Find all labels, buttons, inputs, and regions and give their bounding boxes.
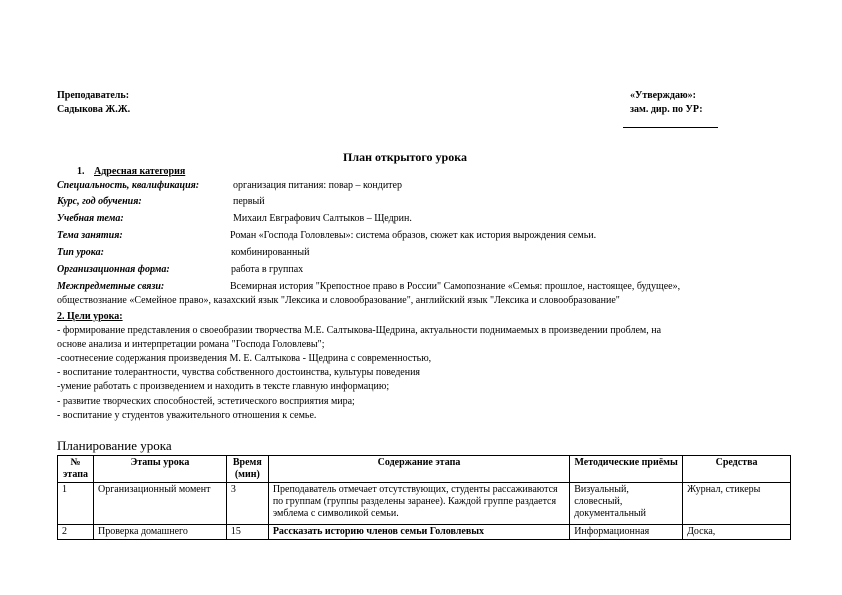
table-row [58, 483, 791, 525]
goal-line: - развитие творческих способностей, эстетического восприятия мира; [57, 396, 355, 407]
teacher-label: Преподаватель: [57, 90, 130, 101]
header-content: Содержание этапа [268, 456, 569, 483]
cell-content: Рассказать историю членов семьи Головлевых [268, 525, 569, 540]
goal-line: - формирование представления о своеобразии творчества М.Е. Салтыкова-Щедрина, актуальности поднимаемых в произведении проблем, на [57, 325, 662, 336]
cell-tools: Журнал, стикеры [683, 483, 791, 525]
header-stages: Этапы урока [93, 456, 226, 483]
approve-label: «Утверждаю»: [630, 90, 696, 101]
field-label-course: Курс, год обучения: [57, 196, 142, 207]
field-label-lesson-topic: Тема занятия: [57, 230, 123, 241]
field-value-specialty: организация питания: повар – кондитер [233, 180, 402, 191]
field-value-lesson-topic: Роман «Господа Головлевы»: система образов, сюжет как история вырождения семьи. [230, 230, 597, 241]
field-value-topic: Михаил Евграфович Салтыков – Щедрин. [233, 213, 412, 224]
cell-time: 15 [226, 525, 268, 540]
cell-time: 3 [226, 483, 268, 525]
cell-stage: Проверка домашнего [93, 525, 226, 540]
goal-line: -умение работать с произведением и находить в тексте главную информацию; [57, 381, 390, 392]
field-value-links-continued: обществознание «Семейное право», казахский язык "Лексика и словообразование", английский язык "Лексика и словообразование" [57, 295, 620, 306]
cell-stage-number: 1 [58, 483, 94, 525]
page-title: План открытого урока [343, 150, 467, 164]
planning-title: Планирование урока [57, 438, 172, 453]
cell-methods: Информационная [570, 525, 683, 540]
header-time: Время (мин) [226, 456, 268, 483]
goal-line: - воспитание толерантности, чувства собственного достоинства, культуры поведения [57, 367, 421, 378]
table-header-row [58, 456, 791, 483]
field-label-specialty: Специальность, квалификация: [57, 180, 200, 191]
header-methods: Методические приёмы [570, 456, 683, 483]
field-label-links: Межпредметные связи: [57, 281, 165, 292]
goal-line: - воспитание у студентов уважительного отношения к семье. [57, 410, 317, 421]
field-value-lesson-type: комбинированный [231, 247, 310, 258]
cell-content: Преподаватель отмечает отсутствующих, студенты рассаживаются по группам (группы разделены заранее). Каждой группе раздается эмблема с символикой семьи. [268, 483, 569, 525]
section2-title: 2. Цели урока: [57, 311, 123, 322]
cell-methods: Визуальный, словесный, документальный [570, 483, 683, 525]
goal-line: -соотнесение содержания произведения М. Е. Салтыкова - Щедрина с современностью, [57, 353, 432, 364]
header-stage-number: № этапа [58, 456, 94, 483]
approve-position: зам. дир. по УР: [630, 104, 703, 115]
section1-number: 1. [77, 166, 85, 177]
field-label-org-form: Организационная форма: [57, 264, 170, 275]
signature-line [623, 127, 718, 128]
cell-stage-number: 2 [58, 525, 94, 540]
field-value-course: первый [233, 196, 265, 207]
field-label-lesson-type: Тип урока: [57, 247, 104, 258]
table-row [58, 525, 791, 540]
cell-tools: Доска, [683, 525, 791, 540]
goal-line: основе анализа и интерпретации романа "Господа Головлевы"; [57, 339, 325, 350]
section1-title: Адресная категория [94, 166, 186, 177]
field-label-topic: Учебная тема: [57, 213, 124, 224]
planning-table [57, 455, 791, 540]
field-value-org-form: работа в группах [231, 264, 304, 275]
cell-stage: Организационный момент [93, 483, 226, 525]
teacher-name: Садыкова Ж.Ж. [57, 104, 131, 115]
header-tools: Средства [683, 456, 791, 483]
field-value-links: Всемирная история "Крепостное право в России" Самопознание «Семья: прошлое, настоящее, будущее», [230, 281, 681, 292]
